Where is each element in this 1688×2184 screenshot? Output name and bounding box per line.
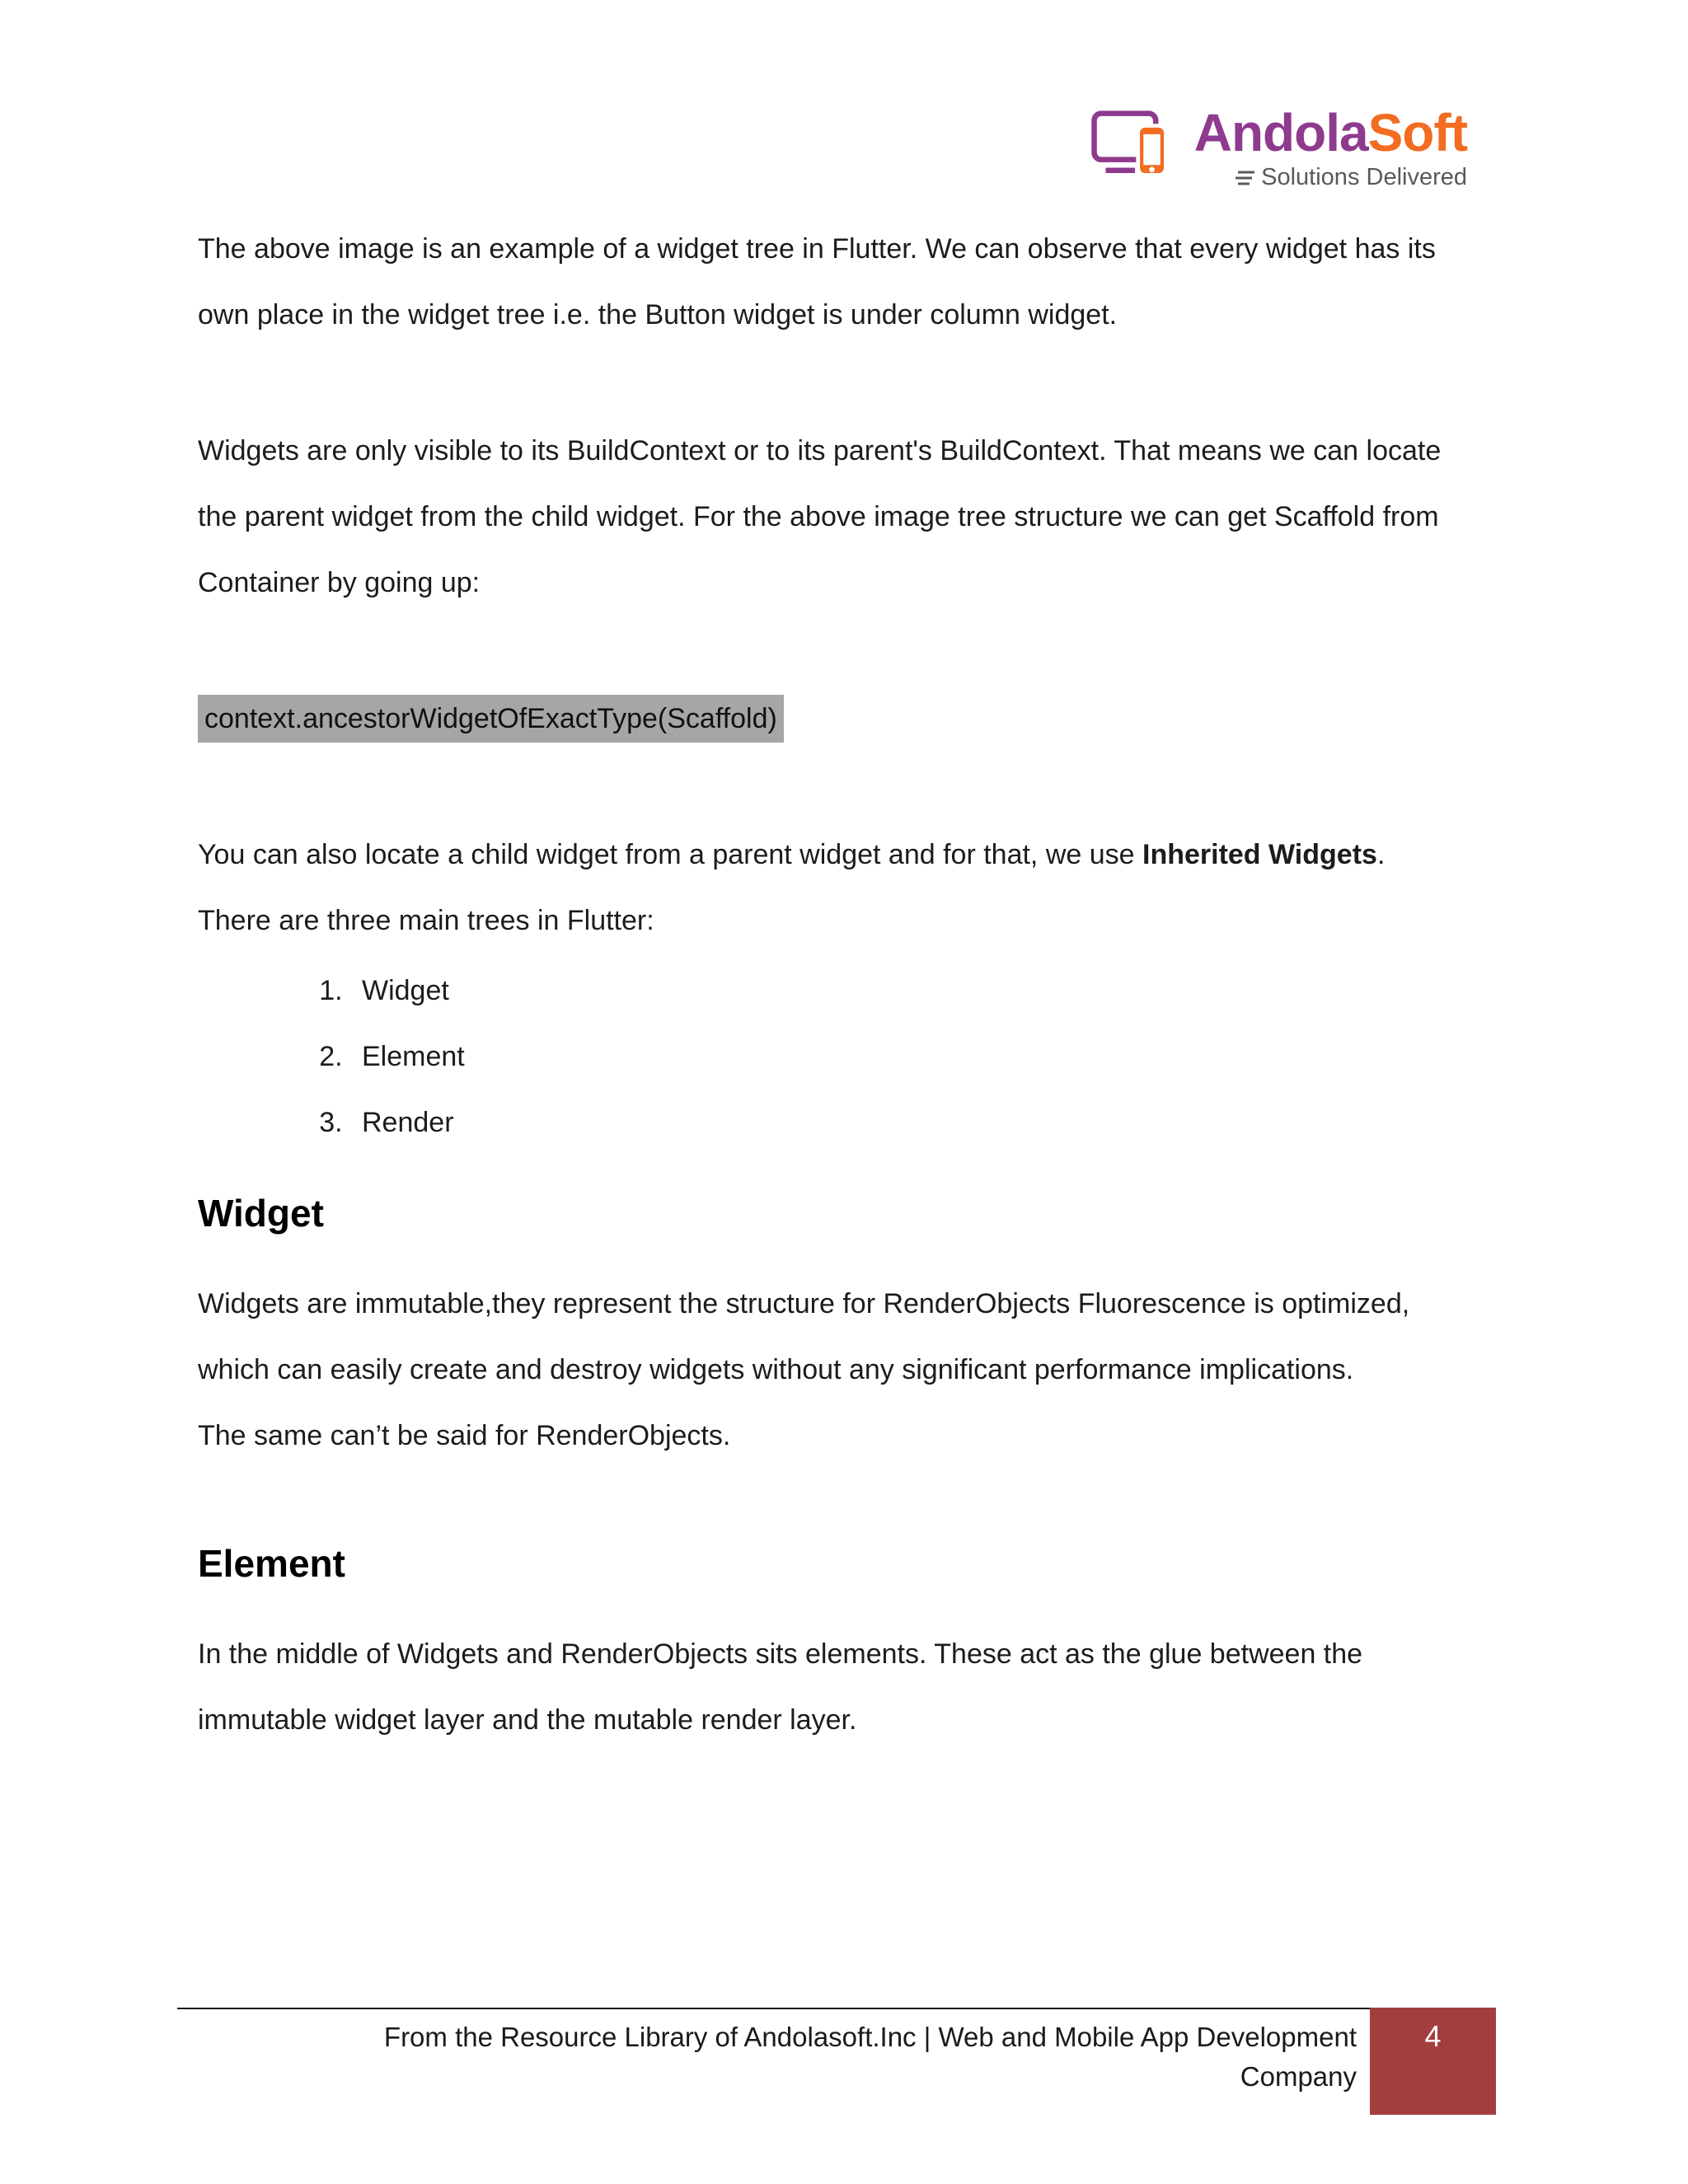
brand-tagline [1233,164,1467,191]
paragraph-intro: The above image is an example of a widget tree in Flutter. We can observe that every widget has its own place in the widget tree i.e. the Button widget is under column widget. [198,233,1436,330]
inherited-text-before: You can also locate a child widget from a parent widget and for that, we use [198,839,1142,870]
footer-divider [177,2008,1370,2009]
heading-element: Element [198,1542,345,1585]
code-paragraph [198,686,1447,752]
list-item-element: 2. Element [350,1024,1447,1090]
brand-name [1194,105,1467,161]
code-snippet: context.ancestorWidgetOfExactType(Scaffold) [198,695,784,743]
paragraph-trees-intro: There are three main trees in Flutter: [198,905,654,936]
footer-source-text: From the Resource Library of Andolasoft.Inc | Web and Mobile App Development Company [383,2022,1357,2092]
paragraph-element-glue: In the middle of Widgets and RenderObjects sits elements. These act as the glue between the immutable widget layer and the mutable render layer. [198,1638,1363,1736]
heading-widget: Widget [198,1192,324,1235]
monitor-phone-icon [1089,105,1181,183]
trees-list [198,958,1447,1155]
list-item-render: 3. Render [350,1090,1447,1155]
page-number-badge: 4 [1370,2008,1496,2115]
inherited-text-after: . [1376,839,1386,870]
paragraph-inherited-widgets [198,822,1447,888]
brand-name-primary: Andola [1193,103,1368,162]
paragraph-buildcontext: Widgets are only visible to its BuildContext or to its parent's BuildContext. That means we can locate the parent widget from the child widget. For the above image tree structure we can get Scaffold from Container by going up: [198,435,1442,598]
document-body [198,216,1447,1753]
list-item-widget: 1. Widget [350,958,1447,1024]
paragraph-renderobjects-note: The same can’t be said for RenderObjects. [198,1420,731,1451]
andolasoft-logo [1089,105,1467,191]
tagline-lines-icon [1233,169,1254,187]
tagline-text: Solutions Delivered [1261,164,1467,191]
logo-text [1194,105,1467,191]
paragraph-widget-immutable: Widgets are immutable,they represent the structure for RenderObjects Fluorescence is optimized, which can easily create and destroy widgets without any significant performance implications. [198,1288,1410,1385]
inherited-text-bold: Inherited Widgets [1142,839,1377,870]
brand-name-secondary: Soft [1367,103,1467,162]
